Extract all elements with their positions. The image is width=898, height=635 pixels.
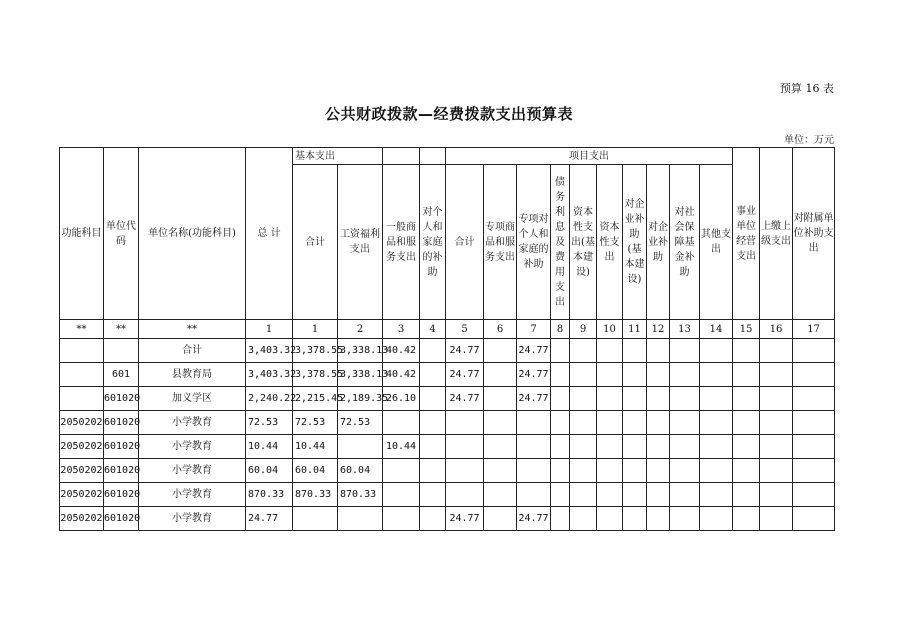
amount-cell [670, 411, 700, 435]
form-number: 预算 16 表 [780, 82, 834, 95]
header-basic-subtotal: 合计 [293, 165, 338, 320]
amount-cell [700, 339, 733, 363]
amount-cell [484, 387, 517, 411]
amount-cell: 24.77 [517, 507, 551, 531]
amount-cell: 72.53 [246, 411, 293, 435]
unit-code-cell [104, 339, 139, 363]
amount-cell: 24.77 [246, 507, 293, 531]
index-cell: ** [139, 320, 246, 339]
func-subject-cell: 2050202 [60, 483, 104, 507]
unit-name-cell: 小学教育 [139, 483, 246, 507]
index-cell: 7 [517, 320, 551, 339]
amount-cell [793, 483, 835, 507]
amount-cell [517, 483, 551, 507]
header-debt-interest: 债务利息及费用支出 [551, 165, 570, 320]
amount-cell: 24.77 [517, 387, 551, 411]
amount-cell [551, 387, 570, 411]
amount-cell [551, 507, 570, 531]
index-cell: 9 [570, 320, 597, 339]
index-row [60, 320, 835, 339]
amount-cell [383, 411, 420, 435]
amount-cell [793, 387, 835, 411]
index-cell: 13 [670, 320, 700, 339]
amount-cell: 72.53 [338, 411, 383, 435]
header-unit-name: 单位名称(功能科目) [139, 148, 246, 320]
amount-cell [793, 339, 835, 363]
amount-cell [670, 435, 700, 459]
func-subject-cell: 2050202 [60, 411, 104, 435]
func-subject-cell: 2050202 [60, 459, 104, 483]
amount-cell [551, 459, 570, 483]
amount-cell [597, 387, 623, 411]
amount-cell: 3,403.32 [246, 339, 293, 363]
amount-cell [647, 411, 670, 435]
unit-code-cell: 601020 [104, 411, 139, 435]
header-basic-group: 基本支出 [293, 148, 383, 165]
data-rows [60, 339, 835, 531]
amount-cell [700, 459, 733, 483]
amount-cell [551, 411, 570, 435]
amount-cell: 3,378.55 [293, 363, 338, 387]
unit-label: 单位：万元 [784, 135, 834, 146]
amount-cell [793, 363, 835, 387]
amount-cell [670, 363, 700, 387]
amount-cell: 10.44 [246, 435, 293, 459]
budget-table [59, 147, 835, 531]
amount-cell [420, 339, 446, 363]
amount-cell [623, 411, 647, 435]
amount-cell [420, 411, 446, 435]
amount-cell: 60.04 [246, 459, 293, 483]
index-cell: 8 [551, 320, 570, 339]
amount-cell: 2,189.35 [338, 387, 383, 411]
header-enterprise-subsidy-construction: 对企业补助(基本建设) [623, 165, 647, 320]
amount-cell [570, 507, 597, 531]
table-row [60, 411, 835, 435]
amount-cell [623, 483, 647, 507]
amount-cell [647, 507, 670, 531]
func-subject-cell [60, 363, 104, 387]
amount-cell [700, 483, 733, 507]
header-basic-blank-1 [383, 148, 420, 165]
amount-cell: 2,215.45 [293, 387, 338, 411]
amount-cell [551, 483, 570, 507]
amount-cell [647, 387, 670, 411]
amount-cell [597, 411, 623, 435]
table-row [60, 507, 835, 531]
amount-cell [597, 339, 623, 363]
amount-cell: 3,403.32 [246, 363, 293, 387]
amount-cell [517, 411, 551, 435]
amount-cell [700, 363, 733, 387]
amount-cell [570, 435, 597, 459]
amount-cell: 24.77 [446, 387, 484, 411]
header-special-household: 专项对个人和家庭的补助 [517, 165, 551, 320]
index-cell: 4 [420, 320, 446, 339]
amount-cell [420, 387, 446, 411]
amount-cell [420, 483, 446, 507]
table-row [60, 459, 835, 483]
amount-cell: 24.77 [446, 507, 484, 531]
amount-cell: 2,240.22 [246, 387, 293, 411]
header-goods-services: 一般商品和服务支出 [383, 165, 420, 320]
amount-cell [793, 459, 835, 483]
amount-cell [517, 435, 551, 459]
amount-cell [446, 411, 484, 435]
table-row [60, 339, 835, 363]
amount-cell [733, 363, 760, 387]
amount-cell [670, 507, 700, 531]
amount-cell [623, 507, 647, 531]
unit-code-cell: 601020 [104, 459, 139, 483]
amount-cell [760, 459, 793, 483]
header-affiliated-subsidy: 对附属单位补助支出 [793, 148, 835, 320]
func-subject-cell [60, 339, 104, 363]
amount-cell [570, 339, 597, 363]
amount-cell: 24.77 [517, 363, 551, 387]
amount-cell [647, 435, 670, 459]
unit-name-cell: 小学教育 [139, 435, 246, 459]
index-cell: 10 [597, 320, 623, 339]
amount-cell [700, 435, 733, 459]
amount-cell [420, 363, 446, 387]
amount-cell [733, 435, 760, 459]
amount-cell [760, 339, 793, 363]
header-institution-operating: 事业单位经营支出 [733, 148, 760, 320]
unit-name-cell: 县教育局 [139, 363, 246, 387]
amount-cell [733, 507, 760, 531]
amount-cell [570, 363, 597, 387]
amount-cell [383, 483, 420, 507]
amount-cell [793, 435, 835, 459]
amount-cell: 40.42 [383, 339, 420, 363]
table-row [60, 435, 835, 459]
header-wages: 工资福利支出 [338, 165, 383, 320]
amount-cell: 26.10 [383, 387, 420, 411]
amount-cell [597, 459, 623, 483]
amount-cell: 3,378.55 [293, 339, 338, 363]
index-cell: ** [104, 320, 139, 339]
table-row [60, 387, 835, 411]
amount-cell: 870.33 [338, 483, 383, 507]
header-project-group: 项目支出 [446, 148, 733, 165]
amount-cell [647, 363, 670, 387]
amount-cell [623, 363, 647, 387]
header-other: 其他支出 [700, 165, 733, 320]
amount-cell: 3,338.13 [338, 363, 383, 387]
amount-cell [597, 507, 623, 531]
amount-cell: 60.04 [293, 459, 338, 483]
amount-cell [338, 435, 383, 459]
amount-cell [383, 459, 420, 483]
amount-cell [670, 339, 700, 363]
amount-cell [700, 387, 733, 411]
amount-cell [760, 483, 793, 507]
index-cell: 11 [623, 320, 647, 339]
index-cell: 5 [446, 320, 484, 339]
amount-cell [760, 507, 793, 531]
amount-cell: 72.53 [293, 411, 338, 435]
index-cell: 15 [733, 320, 760, 339]
header-enterprise-subsidy: 对企业补助 [647, 165, 670, 320]
header-remit-upper: 上缴上级支出 [760, 148, 793, 320]
amount-cell: 40.42 [383, 363, 420, 387]
index-cell: 12 [647, 320, 670, 339]
amount-cell [293, 507, 338, 531]
header-func-subject: 功能科目 [60, 148, 104, 320]
amount-cell [670, 459, 700, 483]
amount-cell [647, 339, 670, 363]
header-unit-code: 单位代码 [104, 148, 139, 320]
header-capital: 资本性支出 [597, 165, 623, 320]
index-cell: ** [60, 320, 104, 339]
amount-cell [551, 363, 570, 387]
amount-cell [484, 435, 517, 459]
amount-cell [623, 459, 647, 483]
table-row [60, 363, 835, 387]
amount-cell [484, 339, 517, 363]
amount-cell [446, 435, 484, 459]
amount-cell [670, 483, 700, 507]
index-cell: 16 [760, 320, 793, 339]
amount-cell [597, 363, 623, 387]
header-capital-construction: 资本性支出(基本建设) [570, 165, 597, 320]
amount-cell [446, 483, 484, 507]
amount-cell: 870.33 [246, 483, 293, 507]
unit-name-cell: 合计 [139, 339, 246, 363]
amount-cell [446, 459, 484, 483]
amount-cell [551, 435, 570, 459]
index-cell: 1 [293, 320, 338, 339]
amount-cell [484, 411, 517, 435]
amount-cell: 10.44 [383, 435, 420, 459]
amount-cell [733, 339, 760, 363]
amount-cell [793, 411, 835, 435]
amount-cell: 870.33 [293, 483, 338, 507]
amount-cell [517, 459, 551, 483]
amount-cell [760, 435, 793, 459]
amount-cell: 24.77 [446, 363, 484, 387]
amount-cell [623, 339, 647, 363]
amount-cell [623, 435, 647, 459]
amount-cell [420, 435, 446, 459]
amount-cell [597, 435, 623, 459]
amount-cell [733, 459, 760, 483]
amount-cell [570, 459, 597, 483]
amount-cell [484, 459, 517, 483]
header-special-goods: 专项商品和服务支出 [484, 165, 517, 320]
amount-cell [760, 363, 793, 387]
index-cell: 14 [700, 320, 733, 339]
index-cell: 6 [484, 320, 517, 339]
header-basic-blank-2 [420, 148, 446, 165]
unit-name-cell: 小学教育 [139, 459, 246, 483]
header-project-subtotal: 合计 [446, 165, 484, 320]
header-social-security: 对社会保障基金补助 [670, 165, 700, 320]
amount-cell [484, 483, 517, 507]
amount-cell [733, 387, 760, 411]
amount-cell [597, 483, 623, 507]
amount-cell: 60.04 [338, 459, 383, 483]
amount-cell: 24.77 [517, 339, 551, 363]
page-title: 公共财政拨款—经费拨款支出预算表 [324, 105, 573, 123]
amount-cell [670, 387, 700, 411]
amount-cell [760, 387, 793, 411]
table-row [60, 483, 835, 507]
amount-cell [484, 507, 517, 531]
unit-name-cell: 加义学区 [139, 387, 246, 411]
header-household-subsidy: 对个人和家庭的补助 [420, 165, 446, 320]
amount-cell [760, 411, 793, 435]
unit-code-cell: 601 [104, 363, 139, 387]
index-cell: 17 [793, 320, 835, 339]
index-cell: 2 [338, 320, 383, 339]
amount-cell: 24.77 [446, 339, 484, 363]
amount-cell [700, 507, 733, 531]
unit-code-cell: 601020 [104, 483, 139, 507]
amount-cell [733, 483, 760, 507]
amount-cell [551, 339, 570, 363]
amount-cell [570, 387, 597, 411]
amount-cell [570, 411, 597, 435]
amount-cell [647, 483, 670, 507]
unit-code-cell: 601020 [104, 435, 139, 459]
amount-cell [420, 507, 446, 531]
func-subject-cell: 2050202 [60, 435, 104, 459]
index-cell: 1 [246, 320, 293, 339]
amount-cell [733, 411, 760, 435]
func-subject-cell: 2050202 [60, 507, 104, 531]
unit-code-cell: 601020 [104, 387, 139, 411]
unit-name-cell: 小学教育 [139, 507, 246, 531]
amount-cell [570, 483, 597, 507]
amount-cell [338, 507, 383, 531]
amount-cell [700, 411, 733, 435]
index-cell: 3 [383, 320, 420, 339]
amount-cell [623, 387, 647, 411]
amount-cell [647, 459, 670, 483]
amount-cell [793, 507, 835, 531]
func-subject-cell [60, 387, 104, 411]
amount-cell: 10.44 [293, 435, 338, 459]
unit-name-cell: 小学教育 [139, 411, 246, 435]
amount-cell [383, 507, 420, 531]
unit-code-cell: 601020 [104, 507, 139, 531]
amount-cell [420, 459, 446, 483]
amount-cell: 3,338.13 [338, 339, 383, 363]
amount-cell [484, 363, 517, 387]
header-total: 总 计 [246, 148, 293, 320]
